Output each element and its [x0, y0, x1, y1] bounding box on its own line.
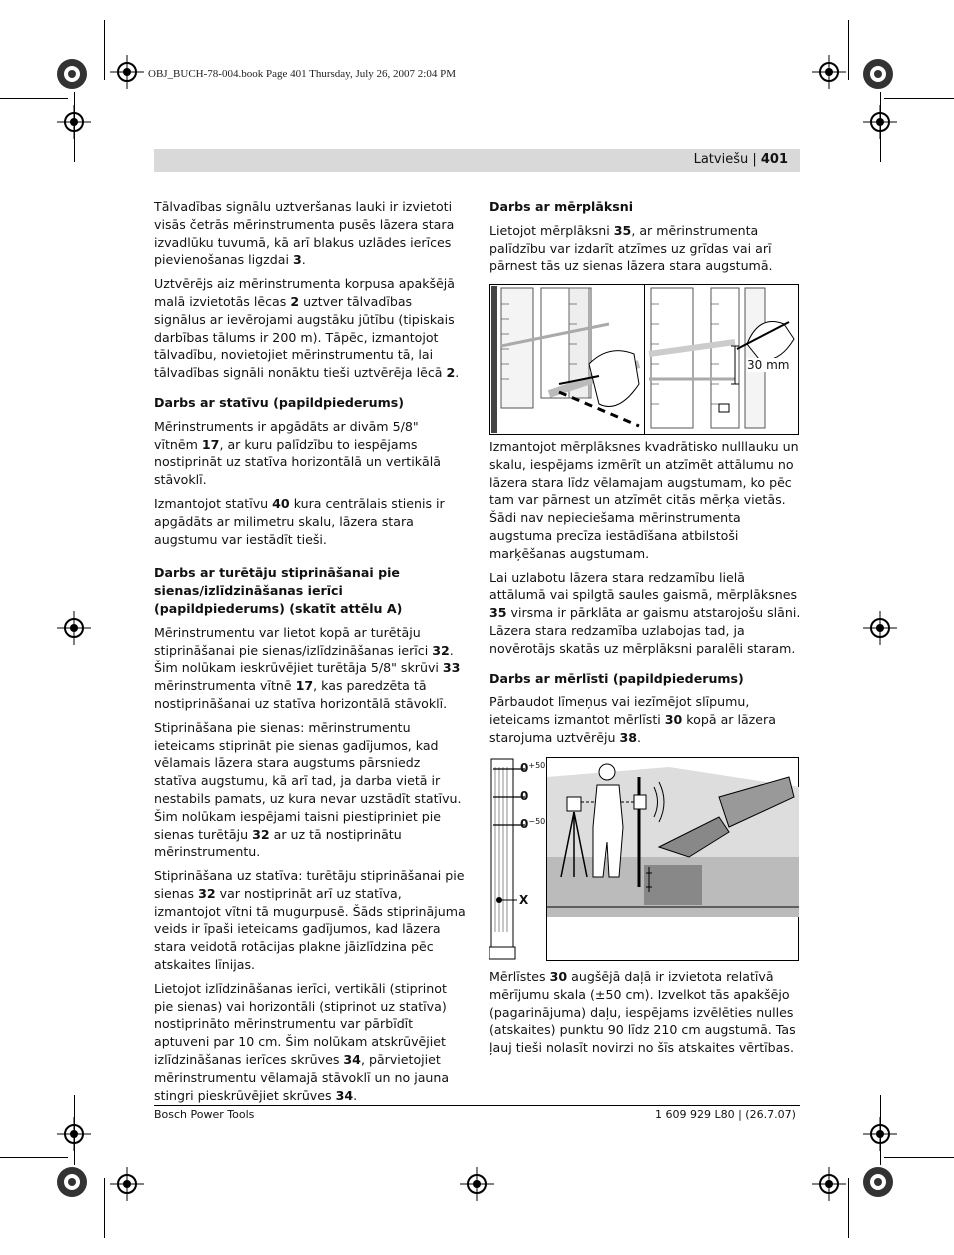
crosshair-mark: [110, 1167, 144, 1201]
grade-rod-figure: [489, 757, 799, 963]
paragraph: Lietojot mērplāksni 35, ar mērinstrumenta palīdzību var izdarīt atzīmes uz grīdas vai arī pārnest tās uz sienas lāzera stara augstumā.: [489, 222, 773, 274]
trim-line: [880, 92, 881, 162]
paragraph: Mērlīstes 30 augšējā daļā ir izvietota relatīvā mērījumu skala (±50 cm). Izvelkot tās apakšējo (pagarinājuma) daļu, iespējams izvēlēties nulles (atskaites) punktu 90 līdz 210 cm augstumā. Tas ļauj tieši nolasīt novirzi no šīs atskaites vērtības.: [489, 969, 796, 1056]
paragraph: Izmantojot mērplāksnes kvadrātisko nulllauku un skalu, iespējams izmērīt un atzīmēt attālumu no lāzera stara līdz vēlamajam augstumam, ko pēc tam var pārnest un atzīmēt citās mērķa vietās. Šādi nav nepieciešama mērinstrumenta augstuma precīza iestādīšana atbilstoši marķēšanas augstumam.: [489, 439, 799, 561]
section-heading: Darbs ar mērlīsti (papildpiederums): [489, 670, 744, 686]
page-header: [154, 149, 800, 172]
page-number: 401: [760, 152, 788, 167]
trim-line: [0, 1157, 68, 1158]
paragraph: Pārbaudot līmeņus vai iezīmējot slīpumu, ieteicams izmantot mērlīsti 30 kopā ar lāzera starojuma uztvērēju 38.: [489, 694, 776, 745]
crosshair-mark: [863, 611, 897, 645]
trim-line: [104, 20, 105, 80]
paragraph: Stiprināšana uz statīva: turētāju stiprināšanai pie sienas 32 var nostiprināt arī uz statīva, izmantojot vītni tā mugurpusē. Šāds stiprinājuma veids ir īpaši ieteicams gadījumos, kad lāzera stara veidotā rotācijas plakne jāizlīdzina pēc atskaites līnijas.: [154, 868, 466, 973]
scale-plus-label: $0^{+50}$: [520, 761, 546, 775]
header-separator: |: [748, 152, 761, 167]
paragraph: Mērinstrumentu var lietot kopā ar turētāju stiprināšanai pie sienas/izlīdzināšanas ierīci 32. Šim nolūkam ieskrūvējiet turētāja 5/8" skrūvi 33 mērinstrumenta vītnē 17, kas paredzēta tā nostiprināšanai uz statīva horizontālā stāvoklī.: [154, 624, 461, 711]
right-column-middle: [489, 438, 801, 753]
crosshair-mark: [110, 55, 144, 89]
print-info-line: OBJ_BUCH-78-004.book Page 401 Thursday, July 26, 2007 2:04 PM: [148, 68, 457, 80]
trim-line: [104, 1178, 105, 1238]
dimension-label: 30 mm: [747, 358, 790, 372]
paragraph: Izmantojot statīvu 40 kura centrālais stienis ir apgādāts ar milimetru skalu, lāzera stara augstumu var iestādīt tieši.: [154, 495, 445, 547]
paragraph: Lietojot izlīdzināšanas ierīci, vertikāli (stiprinot pie sienas) vai horizontāli (stiprinot uz statīva) nostiprināto mērinstrumentu var pārbīdīt aptuveni par 10 cm. Šim nolūkam atskrūvējiet izlīdzināšanas ierīces skrūves 34, pārvietojiet mērinstrumentu vēlamajā stāvoklī un no jauna stingri pieskrūvējiet skrūves 34.: [154, 980, 450, 1103]
header-language: Latviešu: [693, 152, 749, 167]
crosshair-mark: [460, 1167, 494, 1201]
footer-rule: [154, 1105, 800, 1106]
crosshair-mark: [812, 55, 846, 89]
right-column: [489, 198, 801, 281]
trim-line: [0, 98, 68, 99]
crosshair-mark: [812, 1167, 846, 1201]
paragraph: Tālvadības signālu uztveršanas lauki ir izvietoti visās četrās mērinstrumenta pusēs lāzera stara izvadlūku tuvumā, kā arī blakus uzlādes ierīces pievienošanas ligzdai 3.: [154, 199, 455, 268]
crosshair-mark: [57, 611, 91, 645]
trim-line: [880, 1095, 881, 1165]
target-plate-figure: [489, 284, 799, 435]
paragraph: Mērinstruments ir apgādāts ar divām 5/8" vītnēm 17, ar kuru palīdzību to iespējams nostiprināt uz statīva horizontālā un vertikālā stāvoklī.: [154, 418, 441, 488]
trim-line: [848, 20, 849, 80]
trim-line: [884, 98, 954, 99]
registration-mark-bottom-right: [861, 1165, 895, 1199]
section-heading: Darbs ar statīvu (papildpiederums): [154, 394, 404, 410]
paragraph: Lai uzlabotu lāzera stara redzamību lielā attālumā vai spilgtā saules gaismā, mērplāksnes 35 virsma ir pārklāta ar gaismu atstarojošu slāni. Lāzera stara redzamība uzlabojas tad, ja novērotājs skatās uz mērplāksni paralēli staram.: [489, 569, 801, 656]
footer-doc-number: 1 609 929 L80 | (26.7.07): [655, 1108, 796, 1121]
paragraph: Uztvērējs aiz mērinstrumenta korpusa apakšējā malā izvietotās lēcas 2 uztver tālvadības signālus ar ievērojami augstāku jūtību (tipiskais darbības tālums ir 200 m). Tāpēc, izmantojot tālvadību, novietojiet mērinstrumentu tā, lai tālvadības signāli nonāktu tieši uztvērēja lēcā 2.: [154, 276, 460, 381]
scale-minus-label: $0^{-50}$: [520, 817, 546, 831]
left-column: [154, 198, 466, 1110]
footer-publisher: Bosch Power Tools: [154, 1108, 255, 1121]
registration-mark-bottom-left: [55, 1165, 89, 1199]
header-text: [694, 152, 788, 167]
trim-line: [848, 1178, 849, 1238]
scale-zero-label: 0: [520, 789, 529, 803]
trim-line: [884, 1157, 954, 1158]
reference-x-label: X: [519, 893, 529, 907]
trim-line: [74, 92, 75, 162]
section-heading: Darbs ar turētāju stiprināšanai pie sienas/izlīdzināšanas ierīci (papildpiederums) (skatīt attēlu A): [154, 565, 403, 616]
section-heading: Darbs ar mērplāksni: [489, 199, 634, 214]
right-column-bottom: [489, 968, 801, 1063]
registration-mark-top-left: [55, 57, 89, 91]
paragraph: Stiprināšana pie sienas: mērinstrumentu ieteicams stiprināt pie sienas gadījumos, kad vēlamais lāzera stara augstums pārsniedz statīva augstumu, kā arī tad, ja darba vietā ir nestabils pamats, uz kura nevar uzstādīt statīvu. Šim nolūkam iespējami taisni piestipriniet pie sienas turētāju 32 ar uz tā nostiprinātu mērinstrumentu.: [154, 719, 462, 860]
trim-line: [74, 1095, 75, 1165]
registration-mark-top-right: [861, 57, 895, 91]
